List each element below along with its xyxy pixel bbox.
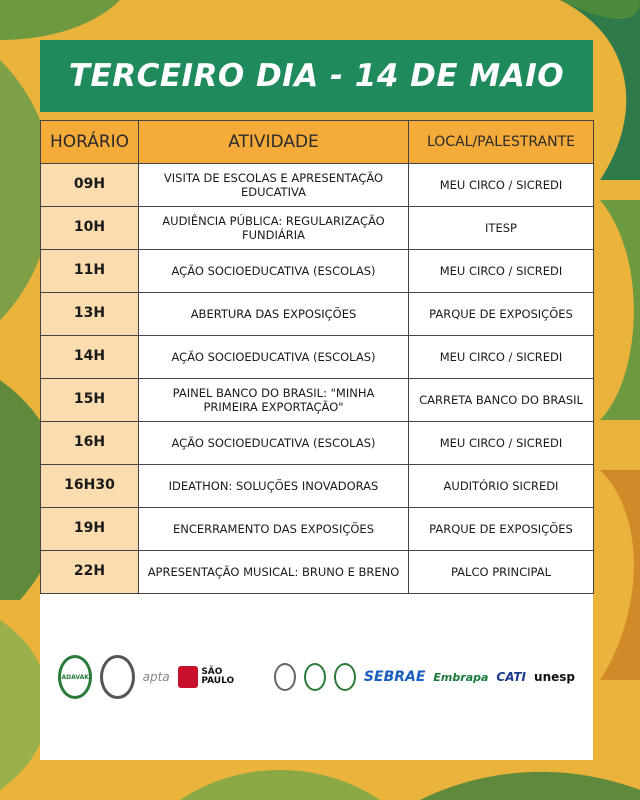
table-row — [41, 422, 594, 465]
sebrae-logo: SEBRAE — [363, 669, 426, 685]
senar-logo — [334, 663, 356, 691]
time-cell: 15H — [41, 379, 139, 422]
time-cell: 13H — [41, 293, 139, 336]
place-cell: MEU CIRCO / SICREDI — [409, 164, 594, 207]
activity-cell: AÇÃO SOCIOEDUCATIVA (ESCOLAS) — [139, 250, 409, 293]
activity-cell: AÇÃO SOCIOEDUCATIVA (ESCOLAS) — [139, 336, 409, 379]
place-cell: MEU CIRCO / SICREDI — [409, 422, 594, 465]
place-cell: CARRETA BANCO DO BRASIL — [409, 379, 594, 422]
activity-cell: ABERTURA DAS EXPOSIÇÕES — [139, 293, 409, 336]
table-row — [41, 551, 594, 594]
activity-cell: ENCERRAMENTO DAS EXPOSIÇÕES — [139, 508, 409, 551]
embrapa-logo: Embrapa — [433, 670, 489, 684]
place-cell: MEU CIRCO / SICREDI — [409, 250, 594, 293]
time-cell: 19H — [41, 508, 139, 551]
place-cell: ITESP — [409, 207, 594, 250]
time-cell: 10H — [41, 207, 139, 250]
time-cell: 11H — [41, 250, 139, 293]
schedule-table — [40, 120, 594, 594]
activity-cell: AUDIÊNCIA PÚBLICA: REGULARIZAÇÃO FUNDIÁRIA — [139, 207, 409, 250]
table-header-row — [41, 121, 594, 164]
table-row — [41, 207, 594, 250]
table-row — [41, 336, 594, 379]
time-cell: 22H — [41, 551, 139, 594]
table-row — [41, 379, 594, 422]
sp-government-logo: SÃO PAULO — [178, 666, 244, 688]
time-cell: 09H — [41, 164, 139, 207]
table-row — [41, 250, 594, 293]
activity-cell: AÇÃO SOCIOEDUCATIVA (ESCOLAS) — [139, 422, 409, 465]
table-row — [41, 465, 594, 508]
time-cell: 14H — [41, 336, 139, 379]
time-cell: 16H — [41, 422, 139, 465]
cati-logo: CATI — [496, 670, 527, 684]
place-cell: PARQUE DE EXPOSIÇÕES — [409, 508, 594, 551]
place-cell: MEU CIRCO / SICREDI — [409, 336, 594, 379]
place-cell: AUDITÓRIO SICREDI — [409, 465, 594, 508]
schedule-card — [40, 40, 593, 760]
adavak-logo: ADAVAK — [58, 655, 92, 699]
municipal-seal-logo — [100, 655, 134, 699]
place-cell: PALCO PRINCIPAL — [409, 551, 594, 594]
header-horario: HORÁRIO — [41, 121, 139, 164]
apta-logo: apta — [142, 670, 170, 684]
table-row — [41, 164, 594, 207]
seal-logo — [274, 663, 296, 691]
activity-cell: IDEATHON: SOLUÇÕES INOVADORAS — [139, 465, 409, 508]
time-cell: 16H30 — [41, 465, 139, 508]
place-cell: PARQUE DE EXPOSIÇÕES — [409, 293, 594, 336]
header-atividade: ATIVIDADE — [139, 121, 409, 164]
table-row — [41, 508, 594, 551]
activity-cell: APRESENTAÇÃO MUSICAL: BRUNO E BRENO — [139, 551, 409, 594]
table-row — [41, 293, 594, 336]
page-title: TERCEIRO DIA - 14 DE MAIO — [40, 40, 593, 112]
header-local: LOCAL/PALESTRANTE — [409, 121, 594, 164]
sponsor-logos — [40, 594, 593, 760]
activity-cell: VISITA DE ESCOLAS E APRESENTAÇÃO EDUCATIVA — [139, 164, 409, 207]
sp-mark-icon — [178, 666, 199, 688]
unesp-logo: unesp — [534, 670, 575, 684]
faesp-logo — [304, 663, 326, 691]
activity-cell: PAINEL BANCO DO BRASIL: "MINHA PRIMEIRA EXPORTAÇÃO" — [139, 379, 409, 422]
